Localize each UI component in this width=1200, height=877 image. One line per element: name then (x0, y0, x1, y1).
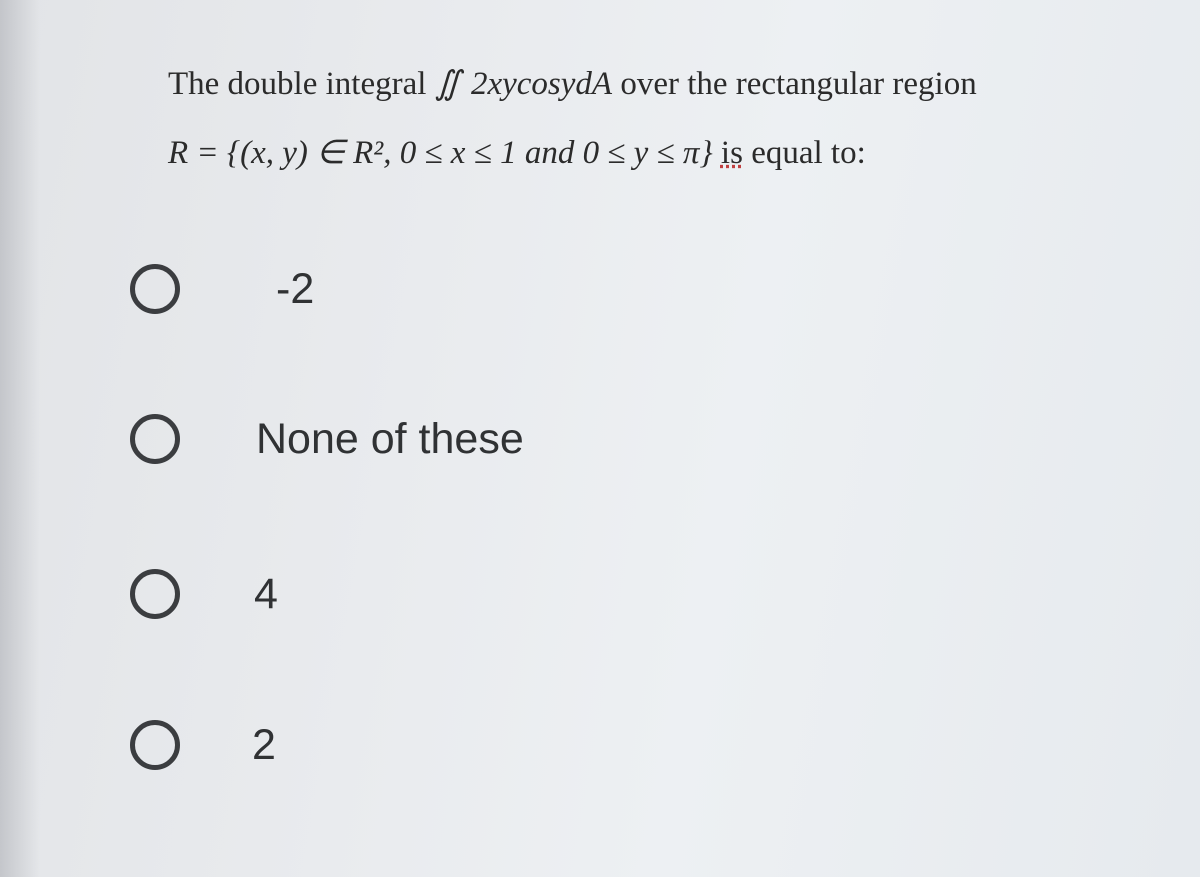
question-text (168, 62, 1148, 175)
region-definition: R = {(x, y) ∈ R², 0 ≤ x ≤ 1 and 0 ≤ y ≤ π} (168, 135, 721, 171)
integrand: 2xycosydA (470, 66, 613, 102)
option-label: 4 (254, 569, 278, 618)
option-label: 2 (252, 720, 276, 769)
radio-button[interactable] (130, 720, 180, 770)
option-label: None of these (256, 414, 524, 463)
option-4[interactable] (130, 569, 278, 619)
option-label: -2 (276, 264, 315, 313)
option-none-of-these[interactable] (130, 414, 524, 464)
edge-shadow (0, 0, 40, 877)
radio-button[interactable] (130, 569, 180, 619)
question-line2-suffix: equal to: (742, 135, 866, 171)
is-word: is (720, 135, 743, 171)
question-line-1 (168, 62, 1148, 106)
option-2[interactable] (130, 720, 276, 770)
radio-button[interactable] (130, 414, 180, 464)
option-minus-2[interactable] (130, 264, 314, 314)
question-suffix: over the rectangular region (612, 66, 977, 102)
double-integral-symbol: ∬ (434, 66, 461, 102)
radio-button[interactable] (130, 264, 180, 314)
question-line-2 (168, 131, 1148, 175)
question-prefix: The double integral (168, 66, 435, 102)
